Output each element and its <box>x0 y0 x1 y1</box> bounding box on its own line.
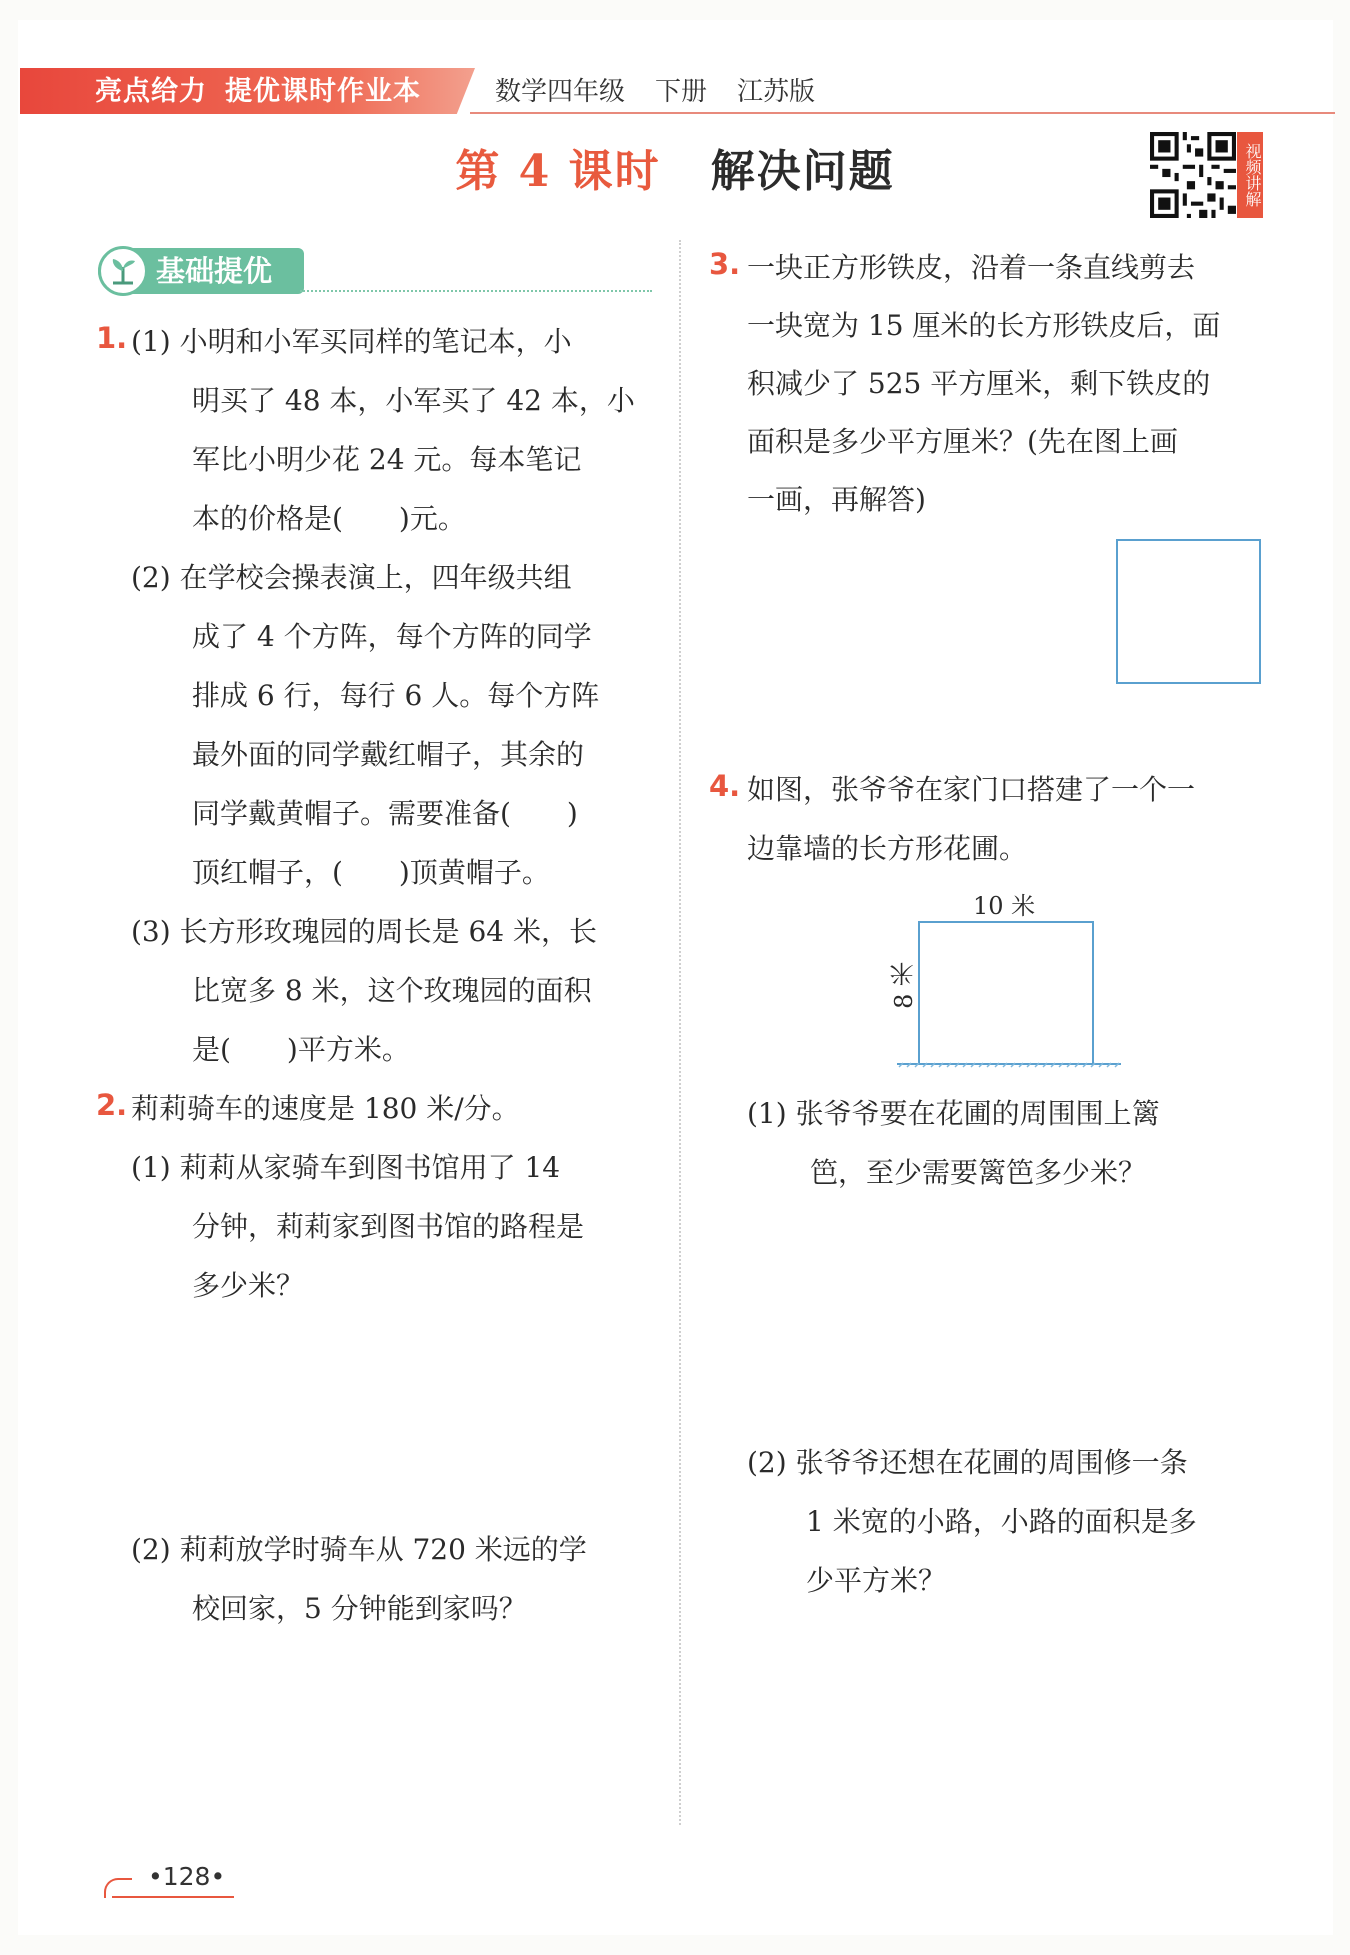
section-dotted-line <box>300 290 652 292</box>
qr-code-icon[interactable] <box>1150 132 1236 218</box>
q3-line4: 面积是多少平方厘米？(先在图上画 <box>747 425 1178 458</box>
q1-part1-line3: 军比小明少花 24 元。每本笔记 <box>192 443 582 476</box>
q4-part2-line3: 少平方米？ <box>806 1564 947 1597</box>
video-explain-tag[interactable]: 视频讲解 <box>1237 132 1263 218</box>
sprout-icon <box>98 246 148 296</box>
page-number-decoration <box>104 1878 132 1898</box>
q3-line2: 一块宽为 15 厘米的长方形铁皮后，面 <box>747 309 1221 342</box>
garden-height-label: 8 米 <box>890 962 918 1009</box>
q1-part2-line2: 成了 4 个方阵，每个方阵的同学 <box>192 620 592 653</box>
q1-part3-line2: 比宽多 8 米，这个玫瑰园的面积 <box>192 974 592 1007</box>
q2-part1-line3: 多少米？ <box>192 1269 305 1302</box>
q1-part2-line5: 同学戴黄帽子。需要准备( ) <box>192 797 578 830</box>
q4-line1: 如图，张爷爷在家门口搭建了一个一 <box>747 773 1196 806</box>
q2-part1-line1: (1) 莉莉从家骑车到图书馆用了 14 <box>131 1151 561 1184</box>
q1-part1-line1: (1) 小明和小军买同样的笔记本，小 <box>131 325 572 358</box>
q1-part2-line4: 最外面的同学戴红帽子，其余的 <box>192 738 585 771</box>
garden-width-label: 10 米 <box>973 892 1036 920</box>
edition-label: 江苏版 <box>737 77 816 107</box>
column-divider <box>679 240 681 1825</box>
page-number-underline <box>112 1896 234 1898</box>
garden-figure <box>895 918 1125 1068</box>
q2-part1-line2: 分钟，莉莉家到图书馆的路程是 <box>192 1210 585 1243</box>
lesson-number: 第 4 课时 <box>455 146 661 197</box>
q1-part2-line3: 排成 6 行，每行 6 人。每个方阵 <box>192 679 600 712</box>
q4-part1-line1: (1) 张爷爷要在花圃的周围围上篱 <box>747 1097 1160 1130</box>
question-number-4: 4. <box>709 769 741 803</box>
lesson-name: 解决问题 <box>710 146 895 197</box>
header-divider <box>470 112 1335 114</box>
q2-stem: 莉莉骑车的速度是 180 米/分。 <box>131 1092 520 1125</box>
series-name: 提优课时作业本 <box>225 76 421 107</box>
q3-line3: 积减少了 525 平方厘米，剩下铁皮的 <box>747 367 1211 400</box>
q1-part2-line6: 顶红帽子，( )顶黄帽子。 <box>192 856 550 889</box>
q3-line5: 一画，再解答) <box>747 483 926 516</box>
q1-part3-line3: 是( )平方米。 <box>192 1033 410 1066</box>
question-number-1: 1. <box>96 321 128 355</box>
question-number-2: 2. <box>96 1088 128 1122</box>
q3-line1: 一块正方形铁皮，沿着一条直线剪去 <box>747 251 1196 284</box>
q4-part2-line1: (2) 张爷爷还想在花圃的周围修一条 <box>747 1446 1188 1479</box>
header-info <box>495 72 845 112</box>
brand-name: 亮点给力 <box>95 76 207 107</box>
q1-part2-line1: (2) 在学校会操表演上，四年级共组 <box>131 561 572 594</box>
lesson-title <box>0 135 1350 199</box>
section-label: 基础提优 <box>156 254 273 288</box>
square-sheet-figure <box>1115 538 1263 686</box>
q4-part2-line2: 1 米宽的小路，小路的面积是多 <box>806 1505 1197 1538</box>
q1-part3-line1: (3) 长方形玫瑰园的周长是 64 米，长 <box>131 915 597 948</box>
q1-part1-line4: 本的价格是( )元。 <box>192 502 466 535</box>
volume-label: 下册 <box>655 77 708 107</box>
q1-part1-line2: 明买了 48 本，小军买了 42 本，小 <box>192 384 635 417</box>
question-number-3: 3. <box>709 247 741 281</box>
q2-part2-line1: (2) 莉莉放学时骑车从 720 米远的学 <box>131 1533 587 1566</box>
header-title <box>95 72 439 112</box>
q4-part1-line2: 笆，至少需要篱笆多少米？ <box>810 1156 1147 1189</box>
page-number: •128• <box>148 1862 226 1891</box>
subject-label: 数学四年级 <box>495 77 626 107</box>
q4-line2: 边靠墙的长方形花圃。 <box>747 832 1028 865</box>
q2-part2-line2: 校回家，5 分钟能到家吗？ <box>192 1592 527 1625</box>
